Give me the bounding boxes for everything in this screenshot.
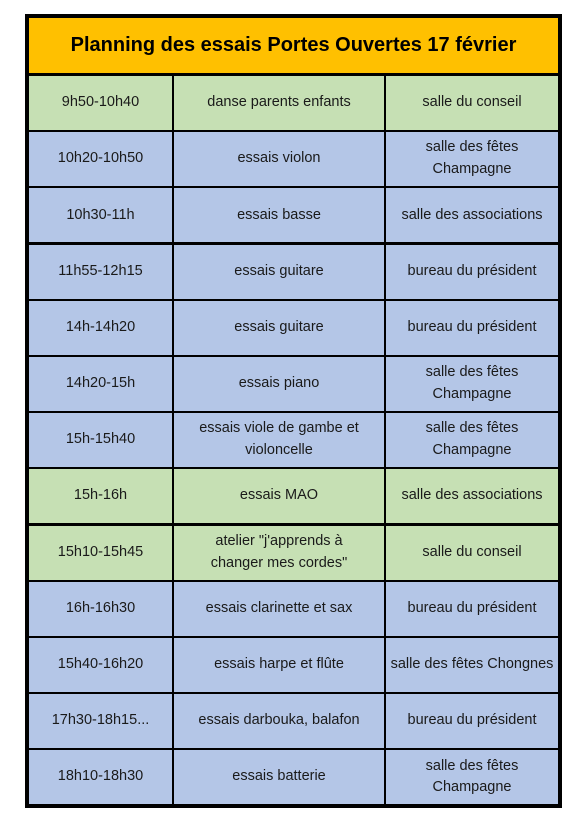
table-row xyxy=(29,582,558,636)
time-cell xyxy=(29,638,172,692)
activity-cell xyxy=(174,413,384,467)
activity-cell xyxy=(174,301,384,355)
time-cell-text: 14h20-15h xyxy=(65,375,136,392)
activity-cell-text: essais basse xyxy=(237,206,321,223)
table-row xyxy=(29,301,558,355)
activity-cell-text: essais batterie xyxy=(232,768,326,785)
room-cell-text: salle des fêtes Champagne xyxy=(425,420,519,459)
activity-cell xyxy=(174,694,384,748)
activity-cell-text: essais violon xyxy=(237,150,321,167)
room-cell xyxy=(386,301,558,355)
table-row xyxy=(29,750,558,804)
activity-cell-text: essais MAO xyxy=(239,487,319,504)
time-cell xyxy=(29,132,172,186)
room-cell-text: bureau du président xyxy=(407,262,537,279)
table-row xyxy=(29,357,558,411)
table-row xyxy=(29,638,558,692)
room-cell xyxy=(386,76,558,130)
time-cell xyxy=(29,413,172,467)
activity-cell xyxy=(174,469,384,523)
room-cell-text: bureau du président xyxy=(407,318,537,335)
room-cell xyxy=(386,245,558,299)
room-cell-text: salle des fêtes Champagne xyxy=(425,757,519,796)
room-cell xyxy=(386,132,558,186)
time-cell-text: 9h50-10h40 xyxy=(61,94,140,111)
activity-cell-text: essais clarinette et sax xyxy=(205,599,353,616)
time-cell-text: 14h-14h20 xyxy=(65,318,136,335)
time-cell xyxy=(29,76,172,130)
activity-cell xyxy=(174,750,384,804)
room-cell-text: bureau du président xyxy=(407,599,537,616)
table-row xyxy=(29,413,558,467)
activity-cell xyxy=(174,245,384,299)
activity-cell xyxy=(174,526,384,580)
activity-cell xyxy=(174,357,384,411)
activity-cell-text: essais harpe et flûte xyxy=(214,656,344,672)
room-cell xyxy=(386,357,558,411)
room-cell xyxy=(386,469,558,523)
time-cell xyxy=(29,301,172,355)
time-cell-text: 10h20-10h50 xyxy=(57,150,144,167)
table-row xyxy=(29,526,558,580)
room-cell xyxy=(386,750,558,804)
activity-cell-text: essais piano xyxy=(238,375,320,392)
activity-cell xyxy=(174,582,384,636)
time-cell-text: 10h30-11h xyxy=(66,206,135,223)
time-cell-text: 11h55-12h15 xyxy=(58,262,143,279)
activity-cell-text: atelier "j'apprends à changer mes cordes" xyxy=(210,532,348,571)
schedule-table xyxy=(25,14,562,808)
room-cell-text: salle des associations xyxy=(401,206,543,223)
activity-cell xyxy=(174,188,384,242)
activity-cell-text: essais guitare xyxy=(234,262,324,279)
table-row xyxy=(29,132,558,186)
activity-cell xyxy=(174,638,384,692)
room-cell-text: salle des fêtes Champagne xyxy=(425,139,519,178)
time-cell-text: 15h-15h40 xyxy=(65,431,136,448)
activity-cell-text: essais guitare xyxy=(234,318,324,335)
time-cell xyxy=(29,526,172,580)
time-cell xyxy=(29,245,172,299)
time-cell xyxy=(29,469,172,523)
activity-cell-text: danse parents enfants xyxy=(207,94,351,111)
activity-cell xyxy=(174,76,384,130)
table-row xyxy=(29,469,558,523)
table-row xyxy=(29,245,558,299)
time-cell xyxy=(29,694,172,748)
time-cell-text: 15h-16h xyxy=(73,487,128,504)
room-cell xyxy=(386,638,558,692)
time-cell xyxy=(29,750,172,804)
activity-cell-text: essais viole de gambe et violoncelle xyxy=(199,420,359,459)
time-cell-text: 17h30-18h15... xyxy=(51,712,150,729)
time-cell xyxy=(29,188,172,242)
room-cell xyxy=(386,694,558,748)
table-row xyxy=(29,76,558,130)
time-cell-text: 16h-16h30 xyxy=(65,599,136,616)
time-cell-text: 15h40-16h20 xyxy=(57,656,144,672)
room-cell xyxy=(386,526,558,580)
room-cell-text: salle des associations xyxy=(401,487,543,504)
time-cell xyxy=(29,357,172,411)
room-cell-text: salle du conseil xyxy=(422,94,522,111)
activity-cell-text: essais darbouka, balafon xyxy=(198,712,360,729)
room-cell-text: salle des fêtes Chongnes xyxy=(390,656,554,672)
activity-cell xyxy=(174,132,384,186)
table-row xyxy=(29,188,558,242)
time-cell-text: 15h10-15h45 xyxy=(57,543,144,560)
room-cell-text: salle du conseil xyxy=(422,543,522,560)
schedule-rows xyxy=(29,76,558,806)
room-cell xyxy=(386,188,558,242)
room-cell-text: salle des fêtes Champagne xyxy=(425,364,519,402)
schedule-title: Planning des essais Portes Ouvertes 17 février xyxy=(29,18,558,73)
time-cell-text: 18h10-18h30 xyxy=(57,768,144,785)
room-cell xyxy=(386,413,558,467)
room-cell-text: bureau du président xyxy=(407,712,537,729)
room-cell xyxy=(386,582,558,636)
table-row xyxy=(29,694,558,748)
time-cell xyxy=(29,582,172,636)
